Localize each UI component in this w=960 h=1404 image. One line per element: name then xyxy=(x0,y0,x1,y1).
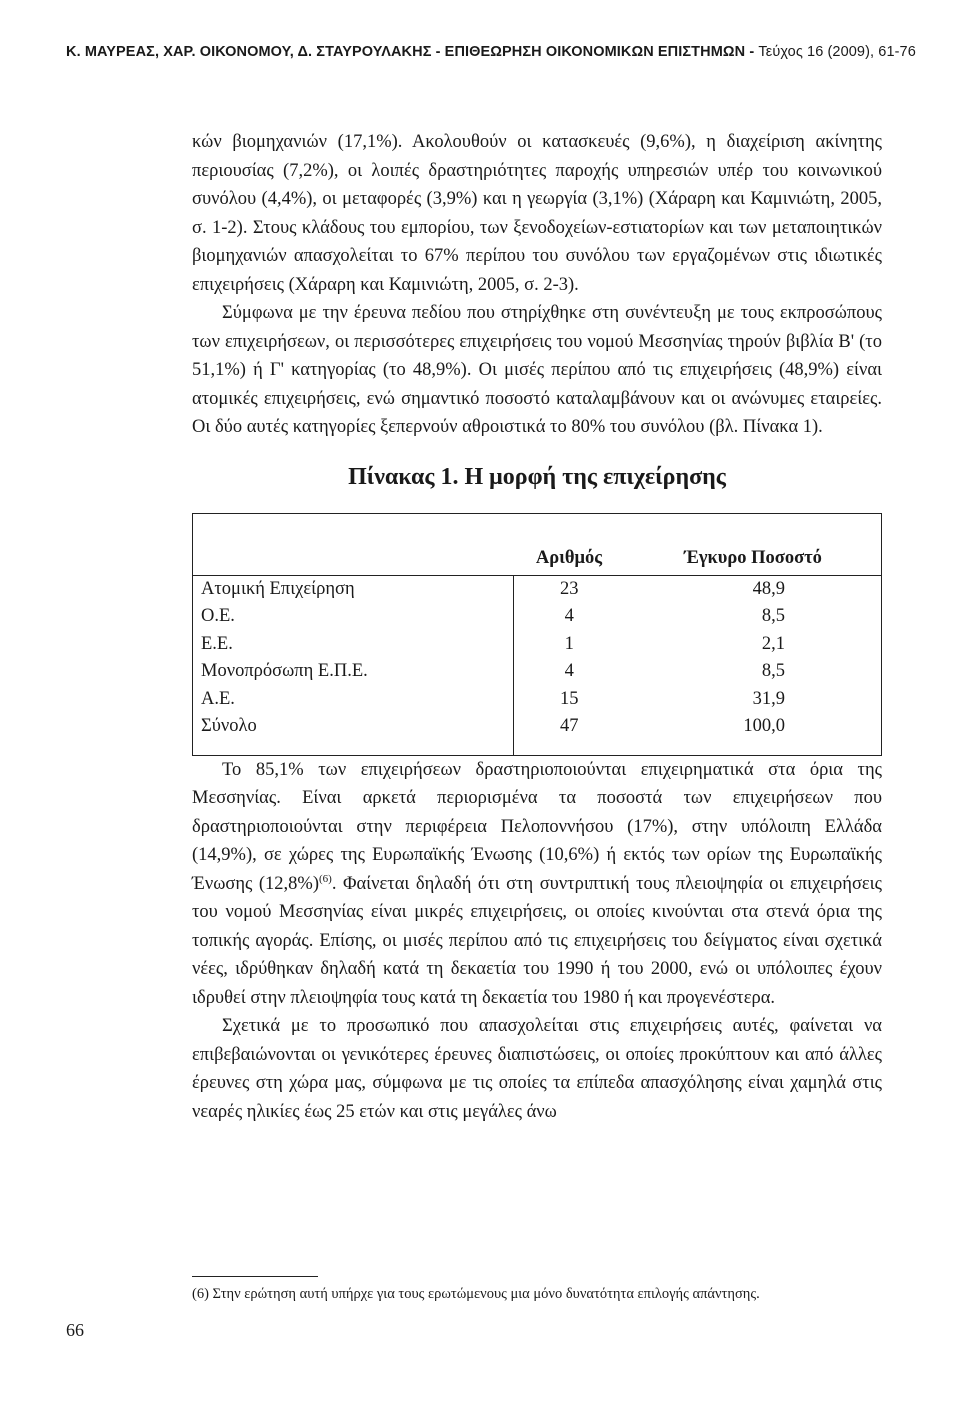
article-body xyxy=(192,128,882,1126)
table-title: Πίνακας 1. Η μορφή της επιχείρησης xyxy=(348,463,726,490)
row-percent: 8,5 xyxy=(761,606,785,627)
paragraph-4: Σχετικά με το προσωπικό που απασχολείται στις επιχειρήσεις αυτές, φαίνεται να επιβεβαιώνονται οι γενικότερες έρευνες διαπιστώσεις, οι οποίες προκύπτουν και από άλλες έρευνες στη χώρα μας, σύμφωνα με τις οποίες τα επίπεδα απασχόλησης είναι χαμηλά στις νεαρές ηλικίες έως 25 ετών και στις μεγάλες άνω xyxy=(192,1016,882,1122)
row-count: 1 xyxy=(564,633,574,654)
row-label: Ατομική Επιχείρηση xyxy=(193,575,514,603)
paragraph-2: Σύμφωνα με την έρευνα πεδίου που στηρίχθηκε στη συνέντευξη με τους εκπροσώπους των επιχειρήσεων, οι περισσότερες επιχειρήσεις του νομού Μεσσηνίας τηρούν βιβλία Β' (το 51,1%) ή Γ' κατηγορίας (το 48,9%). Οι μισές περίπου από τις επιχειρήσεις (48,9%) είναι ατομικές επιχειρήσεις, ενώ σημαντικό ποσοστό καταλαμβάνουν και οι ανώνυμες εταιρείες. Οι δύο αυτές κατηγορίες ξεπερνούν αθροιστικά το 80% του συνόλου (βλ. Πίνακα 1). xyxy=(192,303,882,437)
row-label: Σύνολο xyxy=(193,713,514,755)
paragraph-3-start: Το 85,1% των επιχειρήσεων δραστηριοποιούνται επιχειρηματικά στα όρια της Μεσσηνίας. Είναι αρκετά περιορισμένα τα ποσοστά των επιχειρήσεων που δραστηριοποιούνται στην περιφέρεια Πελοποννήσου (17%), στην υπόλοιπη Ελλάδα (14,9%), σε χώρες της Ευρωπαϊκής Ένωσης (10,6%) ή εκτός των ορίων της Ευρωπαϊκής Ένωσης (12,8%) xyxy=(192,759,882,894)
table-row xyxy=(193,575,882,603)
row-label: Μονοπρόσωπη Ε.Π.Ε. xyxy=(193,658,514,686)
table-row xyxy=(193,658,882,686)
table-header-number: Αριθμός xyxy=(513,513,625,575)
table-row xyxy=(193,603,882,631)
paragraph-1: κών βιομηχανιών (17,1%). Ακολουθούν οι κατασκευές (9,6%), η διαχείριση ακίνητης περιουσίας (7,2%), οι λοιπές δραστηριότητες παροχής υπηρεσιών υπέρ του κοινωνικού συνόλου (4,4%), οι μεταφορές (3,9%) και η γεωργία (3,1%) (Χάραρη και Καμινιώτη, 2005, σ. 1-2). Στους κλάδους του εμπορίου, των ξενοδοχείων-εστιατορίων και των μεταποιητικών βιομηχανιών απασχολείται το 67% περίπου του συνόλου των εργαζομένων στις ιδιωτικές επιχειρήσεις (Χάραρη και Καμινιώτη, 2005, σ. 2-3). xyxy=(192,132,882,295)
row-percent: 31,9 xyxy=(752,688,785,709)
row-percent: 8,5 xyxy=(761,661,785,682)
table-header-empty xyxy=(193,513,514,575)
running-head-authors: Κ. ΜΑΥΡΕΑΣ, ΧΑΡ. ΟΙΚΟΝΟΜΟΥ, Δ. ΣΤΑΥΡΟΥΛΑΚΗΣ - ΕΠΙΘΕΩΡΗΣΗ ΟΙΚΟΝΟΜΙΚΩΝ ΕΠΙΣΤΗΜΩΝ - xyxy=(66,44,755,60)
row-count: 4 xyxy=(564,661,574,682)
row-label: Ο.Ε. xyxy=(193,603,514,631)
table-row xyxy=(193,631,882,659)
page-number: 66 xyxy=(66,1320,84,1340)
paragraph-3-end: . Φαίνεται δηλαδή ότι στη συντριπτική τους πλειοψηφία οι επιχειρήσεις του νομού Μεσσηνίας είναι μικρές επιχειρήσεις, οι οποίες κινούνται στα στενά όρια της τοπικής αγοράς. Επίσης, οι μισές περίπου από τις επιχειρήσεις του δείγματος είναι σχετικά νέες, ιδρύθηκαν δηλαδή κατά τη δεκαετία του 1990 ή του 2000, ενώ οι υπόλοιπες έχουν ιδρυθεί στην πλειοψηφία τους κατά τη δεκαετία του 1980 ή και προγενέστερα. xyxy=(192,873,882,1008)
row-count: 4 xyxy=(564,606,574,627)
row-count: 23 xyxy=(560,578,579,599)
row-count: 47 xyxy=(560,716,579,737)
table-row-total xyxy=(193,713,882,755)
footnote-divider xyxy=(192,1276,318,1277)
paragraph-3 xyxy=(192,756,882,1013)
business-form-table xyxy=(192,513,882,756)
row-percent: 100,0 xyxy=(743,716,785,737)
footnote-ref[interactable]: (6) xyxy=(318,872,332,885)
running-head xyxy=(66,44,916,60)
row-count: 15 xyxy=(560,688,579,709)
row-label: Ε.Ε. xyxy=(193,631,514,659)
running-head-issue: Τεύχος 16 (2009), 61-76 xyxy=(758,44,916,60)
row-label: Α.Ε. xyxy=(193,686,514,714)
footnote: (6) Στην ερώτηση αυτή υπήρχε για τους ερωτώμενους μια μόνο δυνατότητα επιλογής απάντησης. xyxy=(192,1286,760,1302)
table-header-row xyxy=(193,513,882,575)
table-row xyxy=(193,686,882,714)
table-header-percent: Έγκυρο Ποσοστό xyxy=(625,513,882,575)
row-percent: 48,9 xyxy=(752,578,785,599)
row-percent: 2,1 xyxy=(761,633,785,654)
